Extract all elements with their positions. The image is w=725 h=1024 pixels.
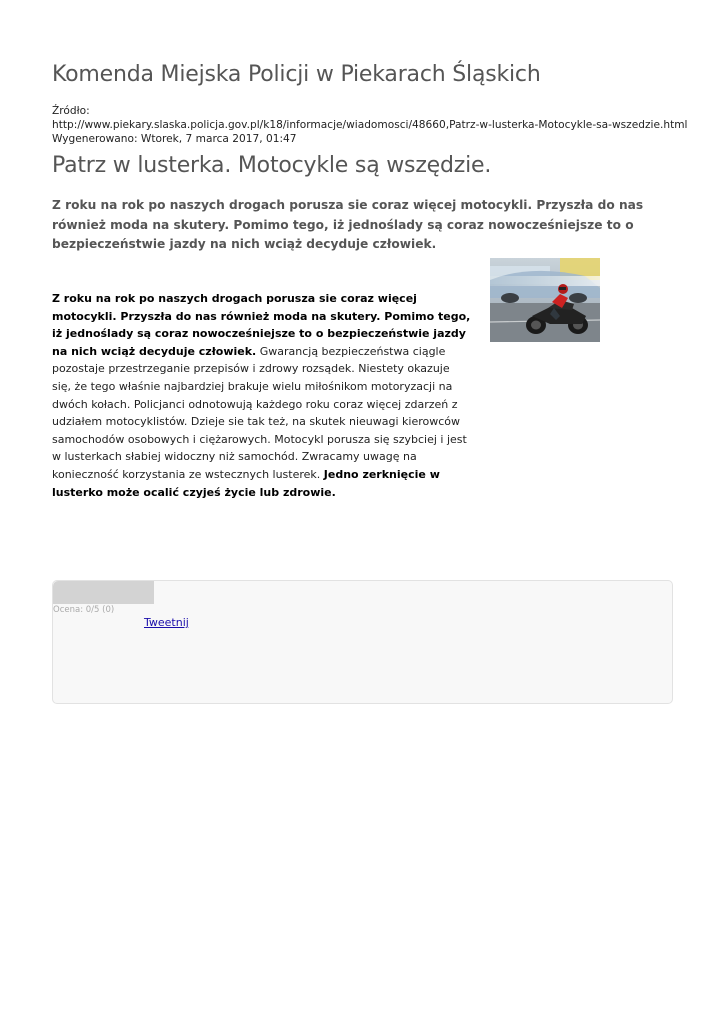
body-regular-text: Gwarancją bezpieczeństwa ciągle pozostaje przestrzeganie przepisów i zdrowy rozsądek. Niestety okazuje się, że tego właśnie najbardziej brakuje wielu miłośnikom motoryzacji na dwóch kołach. Policjanci odnotowują każdego roku coraz więcej zdarzeń z udziałem motocyklistów. Dzieje sie tak też, na skutek nieuwagi kierowców samochodów osobowych i ciężarowych. Motocykl porusza się szybciej i jest w lusterkach słabiej widoczny niż samochód. Zwracamy uwagę na konieczność korzystania ze wstecznych lusterek. (52, 344, 467, 481)
generated-date: Wygenerowano: Wtorek, 7 marca 2017, 01:47 (52, 133, 297, 145)
article-body (52, 290, 472, 501)
source-meta (52, 104, 687, 146)
body-bold-closing: Jedno zerknięcie w lusterko może ocalić czyjeś życie lub zdrowie. (52, 467, 440, 499)
article-lead: Z roku na rok po naszych drogach porusza sie coraz więcej motocykli. Przyszła do nas również moda na skutery. Pomimo tego, iż jednoślady są coraz nowocześniejsze to o bezpieczeństwie jazdy na nich wciąż decyduje człowiek. (52, 198, 644, 251)
motorcycle-photo (490, 258, 600, 342)
rating-label: Ocena: 0/5 (0) (53, 605, 115, 615)
tweet-link[interactable]: Tweetnij (144, 616, 189, 629)
source-url: http://www.piekary.slaska.policja.gov.pl/k18/informacje/wiadomosci/48660,Patrz-w-lusterka-Motocykle-sa-wszedzie.html (52, 119, 688, 131)
rating-stars-bar[interactable] (53, 581, 154, 604)
article-title: Patrz w lusterka. Motocykle są wszędzie. (52, 153, 492, 178)
site-title: Komenda Miejska Policji w Piekarach Śląskich (52, 62, 541, 87)
source-label: Źródło: (52, 105, 90, 117)
body-bold-intro: Z roku na rok po naszych drogach porusza sie coraz więcej motocykli. Przyszła do nas również moda na skutery. Pomimo tego, iż jednoślady są coraz nowocześniejsze to o bezpieczeństwie jazdy na nich wciąż decyduje człowiek. (52, 292, 471, 358)
rating-box (52, 580, 673, 704)
